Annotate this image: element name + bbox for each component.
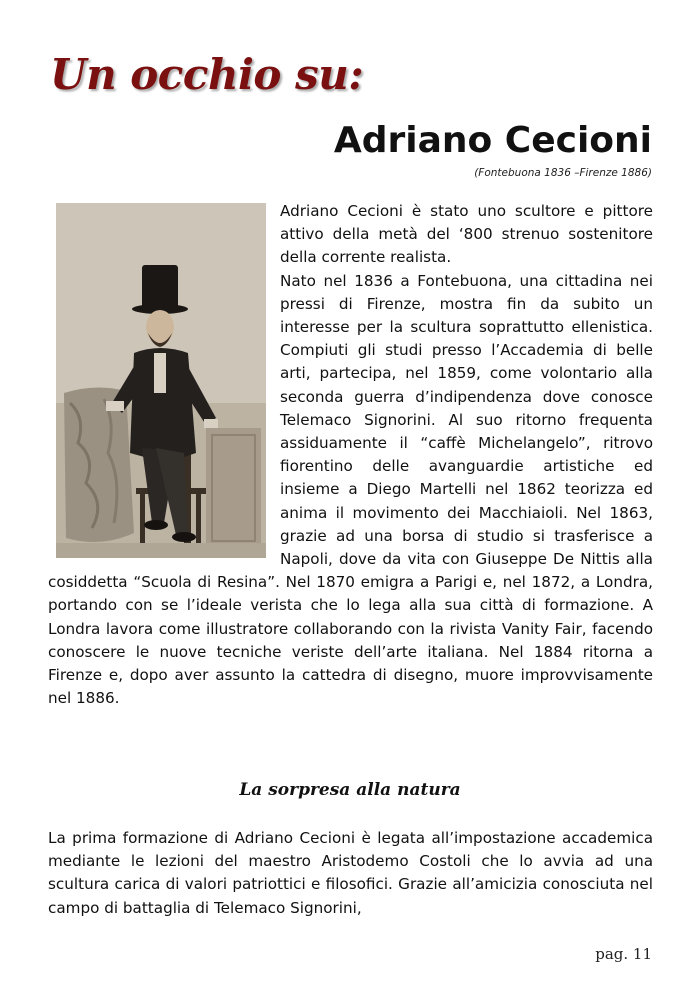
intro-paragraph: Adriano Cecioni è stato uno scultore e pittore attivo della metà del ‘800 strenuo sostenitore della corrente realista. xyxy=(280,202,653,267)
intro-text xyxy=(48,200,653,710)
portrait-photo xyxy=(56,203,266,558)
section-paragraph: La prima formazione di Adriano Cecioni è legata all’impostazione accademica mediante le lezioni del maestro Aristodemo Costoli che lo avvia ad una scultura carica di valori patriottici e filosofici. Grazie all’amicizia conosciuta nel campo di battaglia di Telemaco Signorini, xyxy=(48,829,653,917)
intro-paragraph: Nato nel 1836 a Fontebuona, una cittadina nei pressi di Firenze, mostra fin da subito un interesse per la scultura soprattutto ellenistica. Compiuti gli studi presso l’Accademia di belle arti, partecipa, nel 1859, come volontario alla seconda guerra d’indipendenza dove conosce Telemaco Signorini. Al suo ritorno frequenta assiduamente il “caffè Michelangelo”, ritrovo fiorentino delle avanguardie artistiche ed insieme a Diego Martelli nel 1862 teorizza ed anima il movimento dei Macchiaioli. Nel 1863, grazie ad una borsa di studio si trasferisce a Napoli, dove da vita con Giuseppe De Nittis alla cosiddetta “Scuola di Resina”. Nel 1870 emigra a Parigi e, nel 1872, a Londra, portando con se l’ideale verista che lo lega alla sua città di formazione. A Londra lavora come illustratore collaborando con la rivista Vanity Fair, facendo conoscere le nuove tecniche veriste dell’arte italiana. Nel 1884 ritorna a Firenze e, dopo aver assunto la cattedra di disegno, muore improvvisamente nel 1886. xyxy=(48,271,653,708)
article-title: Adriano Cecioni xyxy=(333,120,652,161)
column-kicker: Un occhio su: xyxy=(50,50,364,99)
portrait-illustration xyxy=(56,203,266,558)
section-heading: La sorpresa alla natura xyxy=(239,780,461,800)
page-number: pag. 11 xyxy=(595,945,652,963)
life-dates: (Fontebuona 1836 –Firenze 1886) xyxy=(474,167,652,179)
section-text xyxy=(48,827,653,920)
